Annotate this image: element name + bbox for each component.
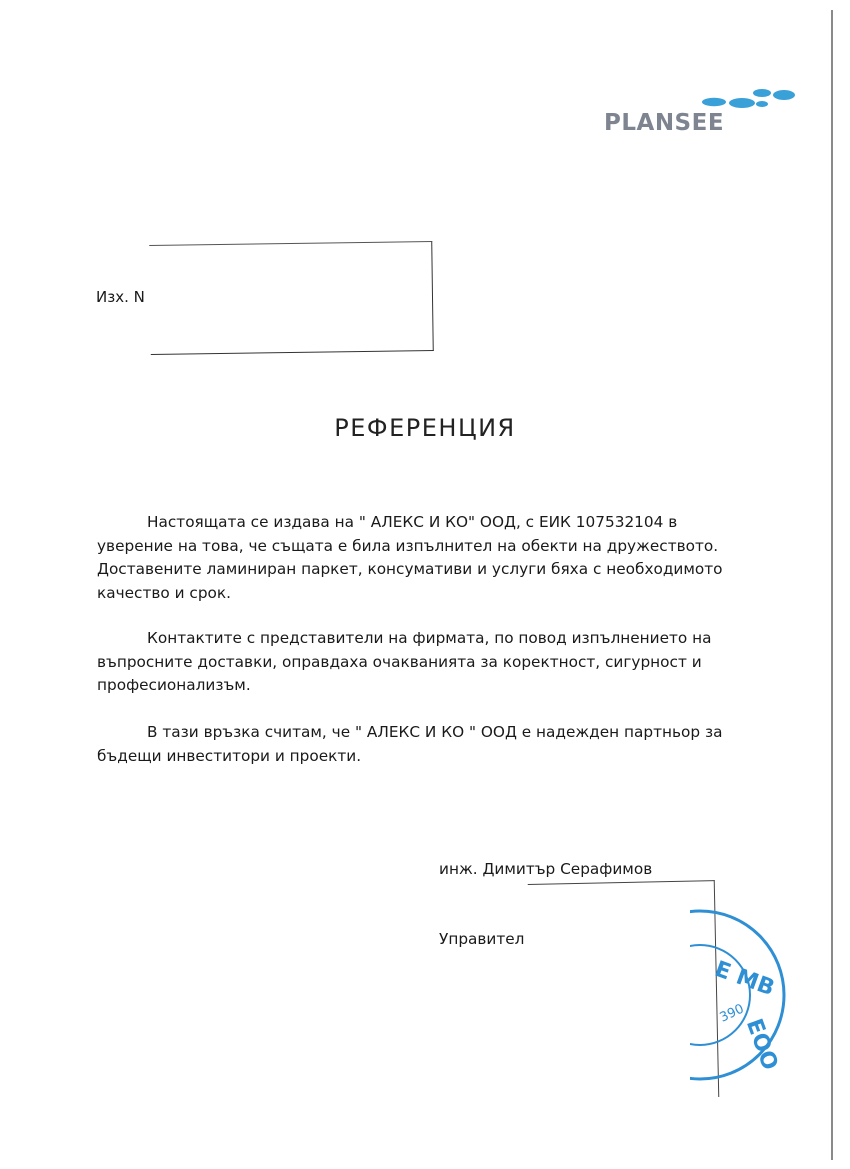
paragraph-1-text: Настоящата се издава на " АЛЕКС И КО" ООД, с ЕИК 107532104 в уверение на това, че същата е била изпълнител на обекти на дружеството. Доставените ламиниран паркет, консумативи и услуги бяха с необходимото качество и срок. (97, 513, 723, 602)
stamp-seal-icon (690, 900, 790, 1090)
paragraph-2-text: Контактите с представители на фирмата, по повод изпълнението на въпросните доставки, оправдаха очакванията за коректност, сигурност и професионализъм. (97, 629, 712, 694)
redaction-box-reference (149, 241, 434, 355)
paragraph-1 (97, 511, 737, 605)
logo-wordmark: PLANSEE (604, 110, 725, 136)
logo-droplets-icon (700, 86, 800, 112)
svg-text:ЕОО: ЕОО (740, 1015, 783, 1074)
paragraph-3-text: В тази връзка считам, че " АЛЕКС И КО " ООД е надежден партньор за бъдещи инвеститори и проекти. (97, 723, 723, 765)
svg-text:Е МВ: Е МВ (711, 956, 778, 1002)
paragraph-3 (97, 721, 737, 768)
outgoing-number-label: Изх. N (96, 288, 145, 306)
scan-edge-line (831, 10, 833, 1160)
company-stamp (690, 900, 790, 1090)
plansee-logo (604, 86, 804, 136)
signer-name: инж. Димитър Серафимов (439, 860, 653, 878)
document-title: РЕФЕРЕНЦИЯ (334, 414, 516, 442)
paragraph-2 (97, 627, 737, 698)
signer-position: Управител (439, 930, 525, 948)
svg-text:390: 390 (717, 1001, 747, 1026)
